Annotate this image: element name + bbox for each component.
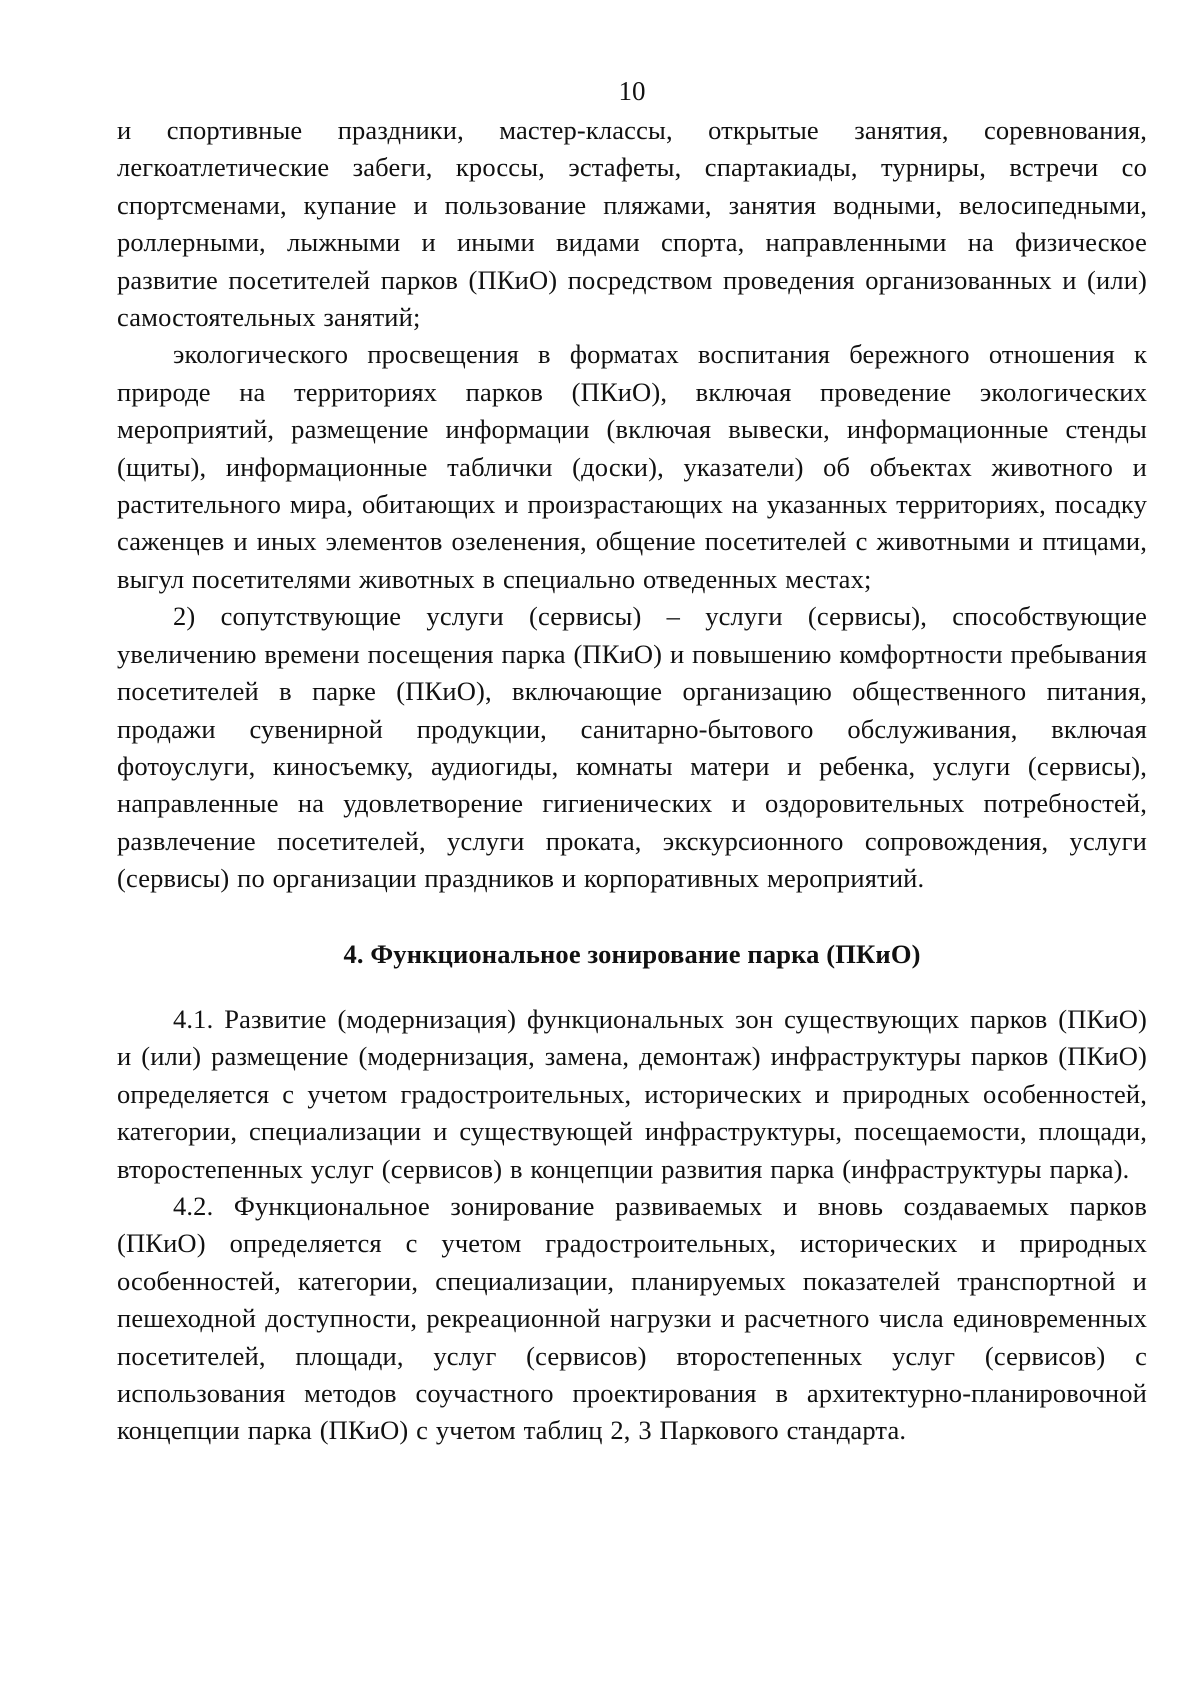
document-body bbox=[117, 112, 1147, 1450]
paragraph-4-2: 4.2. Функциональное зонирование развиваемых и вновь создаваемых парков (ПКиО) определяется с учетом градостроительных, исторических и природных особенностей, категории, специализации, планируемых показателей транспортной и пешеходной доступности, рекреационной нагрузки и расчетного числа единовременных посетителей, площади, услуг (сервисов) второстепенных услуг (сервисов) с использования методов соучастного проектирования в архитектурно-планировочной концепции парка (ПКиО) с учетом таблиц 2, 3 Паркового стандарта. bbox=[117, 1190, 1147, 1446]
paragraph-accompanying-services: 2) сопутствующие услуги (сервисы) – услуги (сервисы), способствующие увеличению времени посещения парка (ПКиО) и повышению комфортности пребывания посетителей в парке (ПКиО), включающие организацию общественного питания, продажи сувенирной продукции, санитарно-бытового обслуживания, включая фотоуслуги, киносъемку, аудиогиды, комнаты матери и ребенка, услуги (сервисы), направленные на удовлетворение гигиенических и оздоровительных потребностей, развлечение посетителей, услуги проката, экскурсионного сопровождения, услуги (сервисы) по организации праздников и корпоративных мероприятий. bbox=[117, 601, 1147, 894]
document-page bbox=[117, 72, 1147, 1450]
paragraph-sports-continuation: и спортивные праздники, мастер-классы, открытые занятия, соревнования, легкоатлетические забеги, кроссы, эстафеты, спартакиады, турниры, встречи со спортсменами, купание и пользование пляжами, занятия водными, велосипедными, роллерными, лыжными и иными видами спорта, направленными на физическое развитие посетителей парков (ПКиО) посредством проведения организованных и (или) самостоятельных занятий; bbox=[117, 115, 1147, 333]
paragraph-4-1: 4.1. Развитие (модернизация) функциональных зон существующих парков (ПКиО) и (или) размещение (модернизация, замена, демонтаж) инфраструктуры парков (ПКиО) определяется с учетом градостроительных, исторических и природных особенностей, категории, специализации и существующей инфраструктуры, посещаемости, площади, второстепенных услуг (сервисов) в концепции развития парка (инфраструктуры парка). bbox=[117, 1003, 1147, 1184]
paragraph-ecological-education: экологического просвещения в форматах воспитания бережного отношения к природе на территориях парков (ПКиО), включая проведение экологических мероприятий, размещение информации (включая вывески, информационные стенды (щиты), информационные таблички (доски), указатели) об объектах животного и растительного мира, обитающих и произрастающих на указанных территориях, посадку саженцев и иных элементов озеленения, общение посетителей с животными и птицами, выгул посетителями животных в специально отведенных местах; bbox=[117, 339, 1147, 594]
page-number: 10 bbox=[618, 76, 646, 106]
section-heading: 4. Функциональное зонирование парка (ПКиО) bbox=[343, 938, 921, 969]
